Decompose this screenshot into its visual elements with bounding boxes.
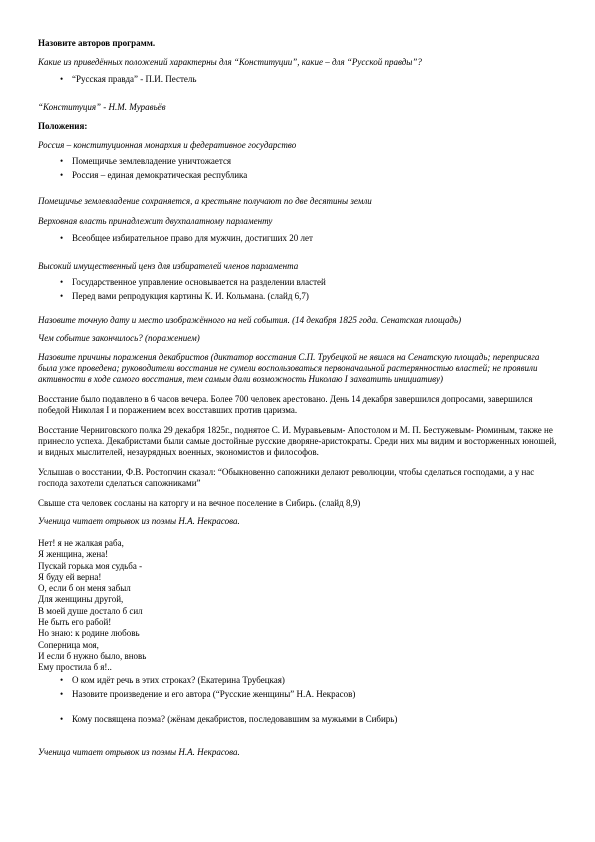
bullet-list-authors: [38, 74, 558, 85]
list-item: • О ком идёт речь в этих строках? (Екатерина Трубецкая): [38, 675, 558, 686]
bullet-list-provisions-1: [38, 156, 558, 181]
provision-land: Помещичье землевладение сохраняется, а крестьяне получают по две десятины земли: [38, 196, 372, 206]
bullet-list-questions: [38, 675, 558, 700]
provision-parliament: Верховная власть принадлежит двухпалатному парламенту: [38, 216, 273, 226]
poem-line: Но знаю: к родине любовь: [38, 628, 140, 639]
document-page: [38, 36, 558, 758]
list-item: • Россия – единая демократическая республика: [38, 170, 558, 181]
poem-line: Пускай горька моя судьба -: [38, 560, 143, 571]
provision-monarchy: Россия – конституционная монархия и федеративное государство: [38, 140, 297, 150]
list-item: • Всеобщее избирательное право для мужчин, достигших 20 лет: [38, 233, 558, 244]
question-which-provisions: Какие из приведённых положений характерны для “Конституции”, какие – для “Русской правды”?: [38, 57, 422, 67]
poem-line: О, если б он меня забыл: [38, 583, 131, 594]
list-item: • Государственное управление основывается на разделении властей: [38, 277, 558, 288]
poem-line: Ему простила б я!..: [38, 662, 112, 673]
list-item: • Помещичье землевладение уничтожается: [38, 156, 558, 167]
list-item: • “Русская правда” - П.И. Пестель: [38, 74, 558, 85]
konstitutsiya-author: “Конституция” - Н.М. Муравьёв: [38, 102, 166, 112]
question-reasons: Назовите причины поражения декабристов (диктатор восстания С.П. Трубецкой не явился на Сенатскую площадь; переприсяга была уже проведена; руководители восстания не сумели воспользоваться первоначальной растерянностью властей; не проявили активности в ходе самого восстания, тем самым дали возможность Николаю I захватить инициативу): [38, 352, 540, 384]
question-how-ended: Чем событие закончилось? (поражением): [38, 333, 200, 343]
list-item: • Назовите произведение и его автора (“Русские женщины” Н.А. Некрасов): [38, 689, 558, 700]
bullet-list-provisions-3: [38, 277, 558, 302]
bullet-list-dedication: [38, 714, 558, 725]
question-date-place: Назовите точную дату и место изображённого на ней события. (14 декабря 1825 года. Сенатская площадь): [38, 315, 462, 325]
poem-line: Соперница моя,: [38, 639, 99, 650]
poem-line: Нет! я не жалкая раба,: [38, 538, 124, 548]
paragraph-chernigov: Восстание Черниговского полка 29 декабря 1825г., поднятое С. И. Муравьевым- Апостолом и М. П. Бестужевым- Рюминым, также не принесло успеха. Декабристами были самые достойные русские дворяне-аристократы. Среди них мы видим и восторженных юношей, и видных мыслителей, незаурядных военных, экономистов и философов.: [38, 425, 557, 457]
provision-census: Высокий имущественный ценз для избирателей членов парламента: [38, 261, 299, 271]
poem-line: И если б нужно было, вновь: [38, 650, 147, 661]
paragraph-suppressed: Восстание было подавлено в 6 часов вечера. Более 700 человек арестовано. День 14 декабря завершился допросами, завершился победой Николая I и поражением всех восставших против царизма.: [38, 394, 533, 415]
poem-line: Не быть его рабой!: [38, 617, 112, 628]
student-reads-2: Ученица читает отрывок из поэмы Н.А. Некрасова.: [38, 746, 240, 757]
list-item: • Перед вами репродукция картины К. И. Кольмана. (слайд 6,7): [38, 291, 558, 302]
poem-line: Я женщина, жена!: [38, 549, 109, 560]
list-item: • Кому посвящена поэма? (жёнам декабристов, последовавшим за мужьями в Сибирь): [38, 714, 558, 725]
poem-line: Я буду ей верна!: [38, 571, 102, 582]
poem-line: Для женщины другой,: [38, 594, 124, 605]
poem: [38, 538, 558, 674]
heading-provisions: Положения:: [38, 121, 88, 131]
paragraph-rostopchin: Услышав о восстании, Ф.В. Ростопчин сказал: “Обыкновенно сапожники делают революции, чтобы сделаться господами, а у нас господа захотели сделаться сапожниками”: [38, 467, 535, 488]
heading-authors: Назовите авторов программ.: [38, 38, 156, 48]
student-reads-1: Ученица читает отрывок из поэмы Н.А. Некрасова.: [38, 516, 240, 526]
paragraph-exile: Свыше ста человек сосланы на каторгу и на вечное поселение в Сибирь. (слайд 8,9): [38, 498, 361, 508]
poem-line: В моей душе достало б сил: [38, 605, 143, 616]
bullet-list-provisions-2: [38, 233, 558, 244]
